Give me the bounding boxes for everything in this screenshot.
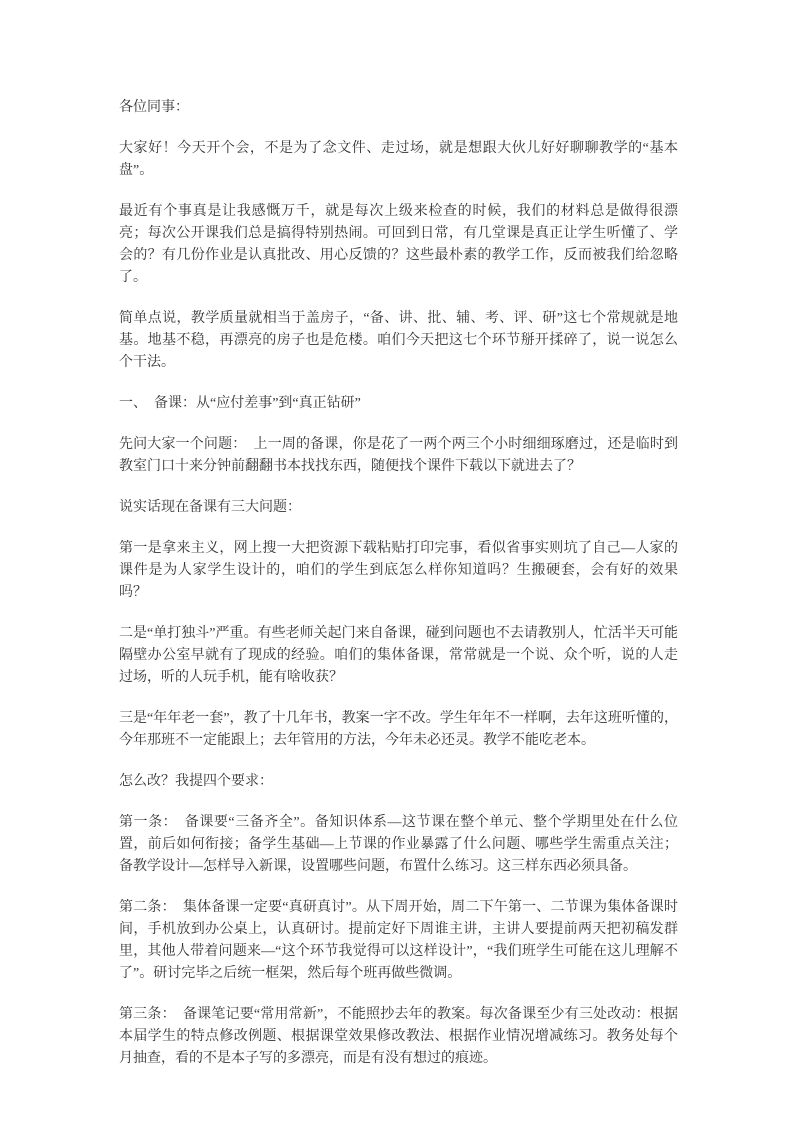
requirement-1-paragraph: 第一条： 备课要“三备齐全”。备知识体系—这节课在整个单元、整个学期里处在什么位置，前后如何衔接；备学生基础—上节课的作业暴露了什么问题、哪些学生需重点关注；备教学设计—怎样导入新课，设置哪些问题，布置什么练习。这三样东西必须具备。 [119,815,678,874]
house-analogy-paragraph: 简单点说，教学质量就相当于盖房子，“备、讲、批、辅、考、评、研”这七个常规就是地基。地基不稳，再漂亮的房子也是危楼。咱们今天把这七个环节掰开揉碎了，说一说怎么个干法。 [119,311,678,370]
requirement-3-paragraph: 第三条： 备课笔记要“常用常新”，不能照抄去年的教案。每次备课至少有三处改动：根据本届学生的特点修改例题、根据课堂效果修改教法、根据作业情况增减练习。教务处每个月抽查，看的不是本子写的多漂亮，而是有没有想过的痕迹。 [119,1007,678,1066]
three-problems-intro: 说实话现在备课有三大问题： [119,500,301,515]
problem-2-paragraph: 二是“单打独斗”严重。有些老师关起门来自备课，碰到问题也不去请教别人，忙活半天可能隔壁办公室早就有了现成的经验。咱们的集体备课，常常就是一个说、众个听，说的人走过场，听的人玩手机，能有啥收获？ [119,626,678,685]
problem-3-paragraph: 三是“年年老一套”，教了十几年书，教案一字不改。学生年年不一样啊，去年这班听懂的，今年那班不一定能跟上；去年管用的方法，今年未必还灵。教学不能吃老本。 [119,711,678,748]
four-requirements-intro: 怎么改？我提四个要求： [119,774,273,789]
salutation: 各位同事： [119,100,189,115]
greeting-paragraph: 大家好！今天开个会，不是为了念文件、走过场，就是想跟大伙儿好好聊聊教学的“基本盘”。 [119,141,678,178]
section-1-heading: 一、 备课：从“应付差事”到“真正钻研” [119,396,361,411]
requirement-2-paragraph: 第二条： 集体备课一定要“真研真讨”。从下周开始，周二下午第一、二节课为集体备课时间，手机放到办公桌上，认真研讨。提前定好下周谁主讲，主讲人要提前两天把初稿发群里，其他人带着问题来—“这个环节我觉得可以这样设计”，“我们班学生可能在这儿理解不了”。研讨完毕之后统一框架，然后每个班再做些微调。 [119,900,678,981]
observation-paragraph: 最近有个事真是让我感慨万千，就是每次上级来检查的时候，我们的材料总是做得很漂亮；每次公开课我们总是搞得特别热闹。可回到日常，有几堂课是真正让学生听懂了、学会的？有几份作业是认真批改、用心反馈的？这些最朴素的教学工作，反而被我们给忽略了。 [119,204,678,285]
problem-1-paragraph: 第一是拿来主义，网上搜一大把资源下载粘贴打印完事，看似省事实则坑了自己—人家的课件是为人家学生设计的，咱们的学生到底怎么样你知道吗？生搬硬套，会有好的效果吗？ [119,541,678,600]
opening-question-paragraph: 先问大家一个问题： 上一周的备课，你是花了一两个两三个小时细细琢磨过，还是临时到教室门口十来分钟前翻翻书本找找东西，随便找个课件下载以下就进去了？ [119,437,678,474]
